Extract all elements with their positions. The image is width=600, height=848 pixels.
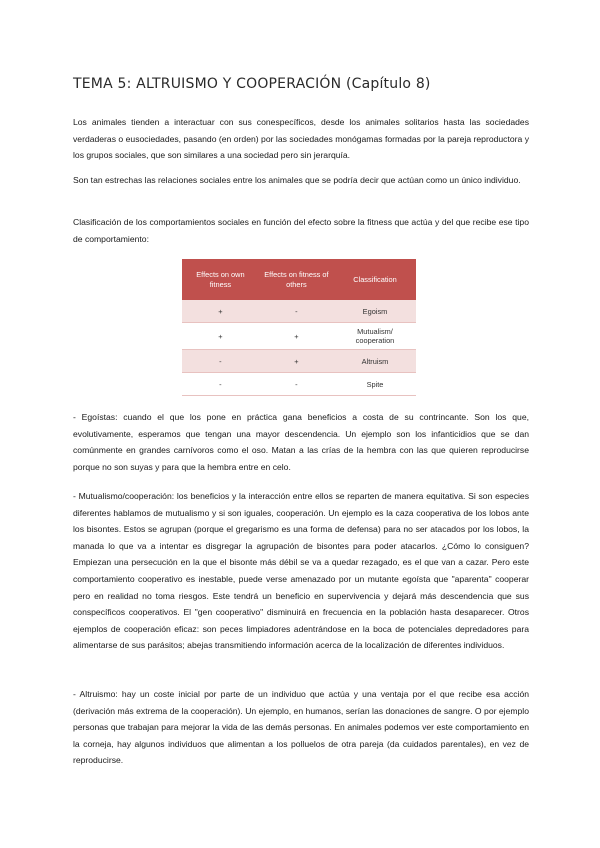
classification-cell: Spite (334, 373, 416, 396)
header-own-fitness: Effects on own fitness (182, 259, 259, 300)
table-row (182, 350, 416, 373)
others-effect-cell: + (259, 350, 334, 373)
table-header-row (182, 259, 416, 300)
classification-paragraph: Clasificación de los comportamientos sociales en función del efecto sobre la fitness que actúa y del que recibe ese tipo de comportamiento: (73, 217, 529, 244)
intro-paragraph: Los animales tienden a interactuar con sus conespecíficos, desde los animales solitarios hasta las sociedades verdaderas o eusociedades, pasando (en orden) por las sociedades monógamas formadas por la pareja reproductora y los grupos sociales, que son similares a una sociedad pero sin jerarquía. (73, 117, 529, 161)
own-effect-cell: + (182, 300, 259, 323)
own-effect-cell: - (182, 350, 259, 373)
page-title: TEMA 5: ALTRUISMO Y COOPERACIÓN (Capítulo 8) (73, 76, 431, 92)
own-effect-cell: - (182, 373, 259, 396)
table-row (182, 323, 416, 350)
classification-cell: Mutualism/ cooperation (334, 323, 416, 350)
mutualism-paragraph: - Mutualismo/cooperación: los beneficios y la interacción entre ellos se reparten de manera equitativa. Si son especies diferentes hablamos de mutualismo y si son iguales, cooperación. Un ejemplo es la caza cooperativa de los lobos ante los bisontes. Estos se agrupan (porque el gregarismo es una forma de defensa) para no ser atacados por los lobos, la manada lo que va a intentar es disgregar la agrupación de bisontes para poder atacarlos. ¿Cómo lo consiguen? Empiezan una persecución en la que el bisonte más débil se va a quedar rezagado, es el que van a cazar. Pero este comportamiento cooperativo es inestable, puede verse amenazado por un mutante egoísta que "aparenta" cooperar pero en realidad no toma riesgos. Este tendrá un beneficio en supervivencia y dejará más descendencia que sus conspecíficos cooperativos. El "gen cooperativo" disminuirá en frecuencia en la población hasta desaparecer. Otros ejemplos de cooperación eficaz: son peces limpiadores adentrándose en la boca de potenciales depredadores para alimentarse de sus parásitos; abejas transmitiendo información acerca de la localización de diferentes individuos. (73, 491, 529, 651)
own-effect-cell: + (182, 323, 259, 350)
others-effect-cell: - (259, 373, 334, 396)
altruism-paragraph: - Altruismo: hay un coste inicial por parte de un individuo que actúa y una ventaja por el que recibe esa acción (derivación más extrema de la cooperación). Un ejemplo, en humanos, serían las donaciones de sangre. O por ejemplo personas que trabajan para mejorar la vida de las demás personas. En animales podemos ver este comportamiento en la corneja, hay algunos individuos que alimentan a los polluelos de otra pareja (da cuidados parentales), en vez de reproducirse. (73, 689, 529, 766)
social-relations-paragraph: Son tan estrechas las relaciones sociales entre los animales que se podría decir que actúan como un único individuo. (73, 175, 521, 185)
header-others-fitness: Effects on fitness of others (259, 259, 334, 300)
table-row (182, 373, 416, 396)
egoism-paragraph: - Egoístas: cuando el que los pone en práctica gana beneficios a costa de su contrincante. Son los que, evolutivamente, esperamos que tengan una mayor descendencia. Un ejemplo son los infanticidios que se dan comúnmente en grandes carnívoros como el oso. Matan a las crías de la hembra con las que quieren reproducirse porque no son suyas y para que la hembra entre en celo. (73, 412, 529, 472)
classification-cell: Egoism (334, 300, 416, 323)
classification-cell: Altruism (334, 350, 416, 373)
header-classification: Classification (334, 259, 416, 300)
others-effect-cell: + (259, 323, 334, 350)
table-row (182, 300, 416, 323)
behavior-classification-table (182, 259, 416, 396)
others-effect-cell: - (259, 300, 334, 323)
